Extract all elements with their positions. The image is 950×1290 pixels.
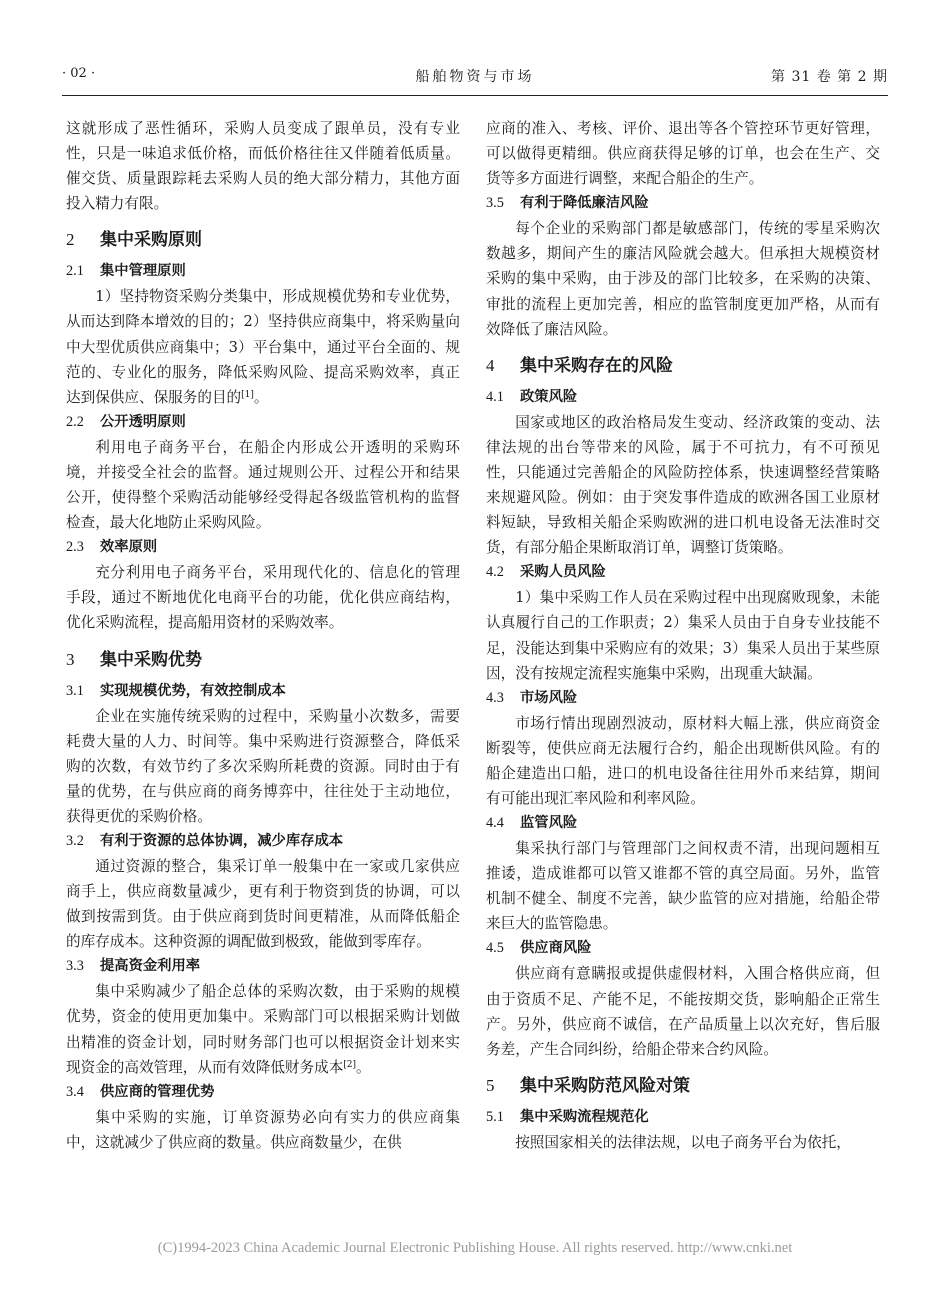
subsection-heading-3-4: 3.4 供应商的管理优势 [66,1083,215,1100]
subsection-heading-3-5: 3.5 有利于降低廉洁风险 [486,195,649,212]
header-rule [62,95,888,96]
citation-1: [1] [241,389,254,400]
paragraph: 市场行情出现剧烈波动，原材料大幅上涨，供应商资金断裂等，使供应商无法履行合约，船企出现断供风险。有的船企建造出口船，进口的机电设备往往用外币来结算，期间有可能出现汇率风险和利率风险。 [486,714,880,807]
running-header [62,66,888,94]
copyright-footer: (C)1994-2023 China Academic Journal Electronic Publishing House. All rights reserved. http://www.cnki.net [157,1240,793,1256]
paragraph: 按照国家相关的法律法规，以电子商务平台为依托， [515,1133,851,1151]
paragraph: 供应商有意瞒报或提供虚假材料，入围合格供应商，但由于资质不足、产能不足，不能按期交货，影响船企正常生产。另外，供应商不诚信，在产品质量上以次充好，售后服务差，产生合同纠纷，给船企带来合约风险。 [486,965,880,1058]
paragraph: 1）集中采购工作人员在采购过程中出现腐败现象，未能认真履行自己的工作职责；2）集采人员由于自身专业技能不足，没能达到集中采购应有的效果；3）集采人员出于某些原因，没有按规定流程实施集中采购，出现重大缺漏。 [486,589,880,682]
subsection-heading-5-1: 5.1 集中采购流程规范化 [486,1108,649,1125]
issue-info: 第 31 卷 第 2 期 [771,69,888,85]
subsection-heading-2-1: 2.1 集中管理原则 [66,263,186,280]
subsection-heading-3-2: 3.2 有利于资源的总体协调，减少库存成本 [66,832,344,849]
section-heading-4: 4 集中采购存在的风险 [486,355,673,376]
section-heading-2: 2 集中采购原则 [66,230,202,251]
paragraph: 利用电子商务平台，在船企内形成公开透明的采购环境，并接受全社会的监督。通过规则公开、过程公开和结果公开，使得整个采购活动能够经受得起各级监管机构的监督检查，最大化地防止采购风险。 [66,438,460,532]
paragraph: 国家或地区的政治格局发生变动、经济政策的变动、法律法规的出台等带来的风险，属于不可抗力，有不可预见性，只能通过完善船企的风险防控体系，快速调整经营策略来规避风险。例如：由于突发事件造成的欧洲各国工业原材料短缺，导致相关船企采购欧洲的进口机电设备无法准时交货，有部分船企果断取消订单，调整订货策略。 [486,413,880,557]
subsection-heading-4-3: 4.3 市场风险 [486,689,578,706]
subsection-heading-3-1: 3.1 实现规模优势，有效控制成本 [66,682,286,699]
subsection-heading-2-2: 2.2 公开透明原则 [66,413,186,430]
subsection-heading-3-3: 3.3 提高资金利用率 [66,958,201,975]
paragraph: 集采执行部门与管理部门之间权责不清，出现问题相互推诿，造成谁都可以管又谁都不管的真空局面。另外，监管机制不健全、制度不完善，缺少监管的应对措施，给船企带来巨大的监管隐患。 [486,840,880,933]
paragraph: 通过资源的整合，集采订单一般集中在一家或几家供应商手上，供应商数量减少，更有利于物资到货的协调，可以做到按需到货。由于供应商到货时间更精准，从而降低船企的库存成本。这种资源的调配做到极致，能做到零库存。 [66,857,460,951]
subsection-heading-4-2: 4.2 采购人员风险 [486,564,606,581]
section-heading-3: 3 集中采购优势 [66,649,202,670]
paragraph: 应商的准入、考核、评价、退出等各个管控环节更好管理，可以做得更精细。供应商获得足够的订单，也会在生产、交货等多方面进行调整，来配合船企的生产。 [486,120,880,188]
subsection-heading-2-3: 2.3 效率原则 [66,539,158,556]
paragraph: 1）坚持物资采购分类集中，形成规模优势和专业优势，从而达到降本增效的目的；2）坚持供应商集中，将采购量向中大型优质供应商集中；3）平台集中，通过平台全面的、规范的、专业化的服务，降低采购风险、提高采购效率，真正达到保供应、保服务的目的[1]。 [66,288,460,406]
citation-2: [2] [343,1059,357,1070]
subsection-heading-4-5: 4.5 供应商风险 [486,940,592,957]
paragraph: 这就形成了恶性循环，采购人员变成了跟单员，没有专业性，只是一味追求低价格，而低价格往往又伴随着低质量。催交货、质量跟踪耗去采购人员的绝大部分精力，其他方面投入精力有限。 [66,120,460,213]
paragraph: 每个企业的采购部门都是敏感部门，传统的零星采购次数越多，期间产生的廉洁风险就会越大。但承担大规模资材采购的集中采购，由于涉及的部门比较多，在采购的决策、审批的流程上更加完善，相应的监管制度更加严格，从而有效降低了廉洁风险。 [486,220,880,338]
paragraph: 充分利用电子商务平台，采用现代化的、信息化的管理手段，通过不断地优化电商平台的功能，优化供应商结构，优化采购流程，提高船用资材的采购效率。 [66,564,460,632]
page-number: · 02 · [62,66,96,81]
journal-title: 船舶物资与市场 [415,69,535,85]
right-column [486,116,880,1155]
subsection-heading-4-1: 4.1 政策风险 [486,388,578,405]
section-heading-5: 5 集中采购防范风险对策 [486,1075,690,1096]
paragraph: 企业在实施传统采购的过程中，采购量小次数多，需要耗费大量的人力、时间等。集中采购进行资源整合，降低采购的次数，有效节约了多次采购所耗费的资源。同时由于有量的优势，在与供应商的商务博弈中，往往处于主动地位，获得更优的采购价格。 [66,707,460,825]
left-column [66,116,460,1155]
subsection-heading-4-4: 4.4 监管风险 [486,815,578,832]
paragraph: 集中采购减少了船企总体的采购次数，由于采购的规模优势，资金的使用更加集中。采购部门可以根据采购计划做出精准的资金计划，同时财务部门也可以根据资金计划来实现资金的高效管理，从而有效降低财务成本[2]。 [66,983,460,1076]
paragraph: 集中采购的实施，订单资源势必向有实力的供应商集中，这就减少了供应商的数量。供应商数量少，在供 [66,1108,460,1151]
